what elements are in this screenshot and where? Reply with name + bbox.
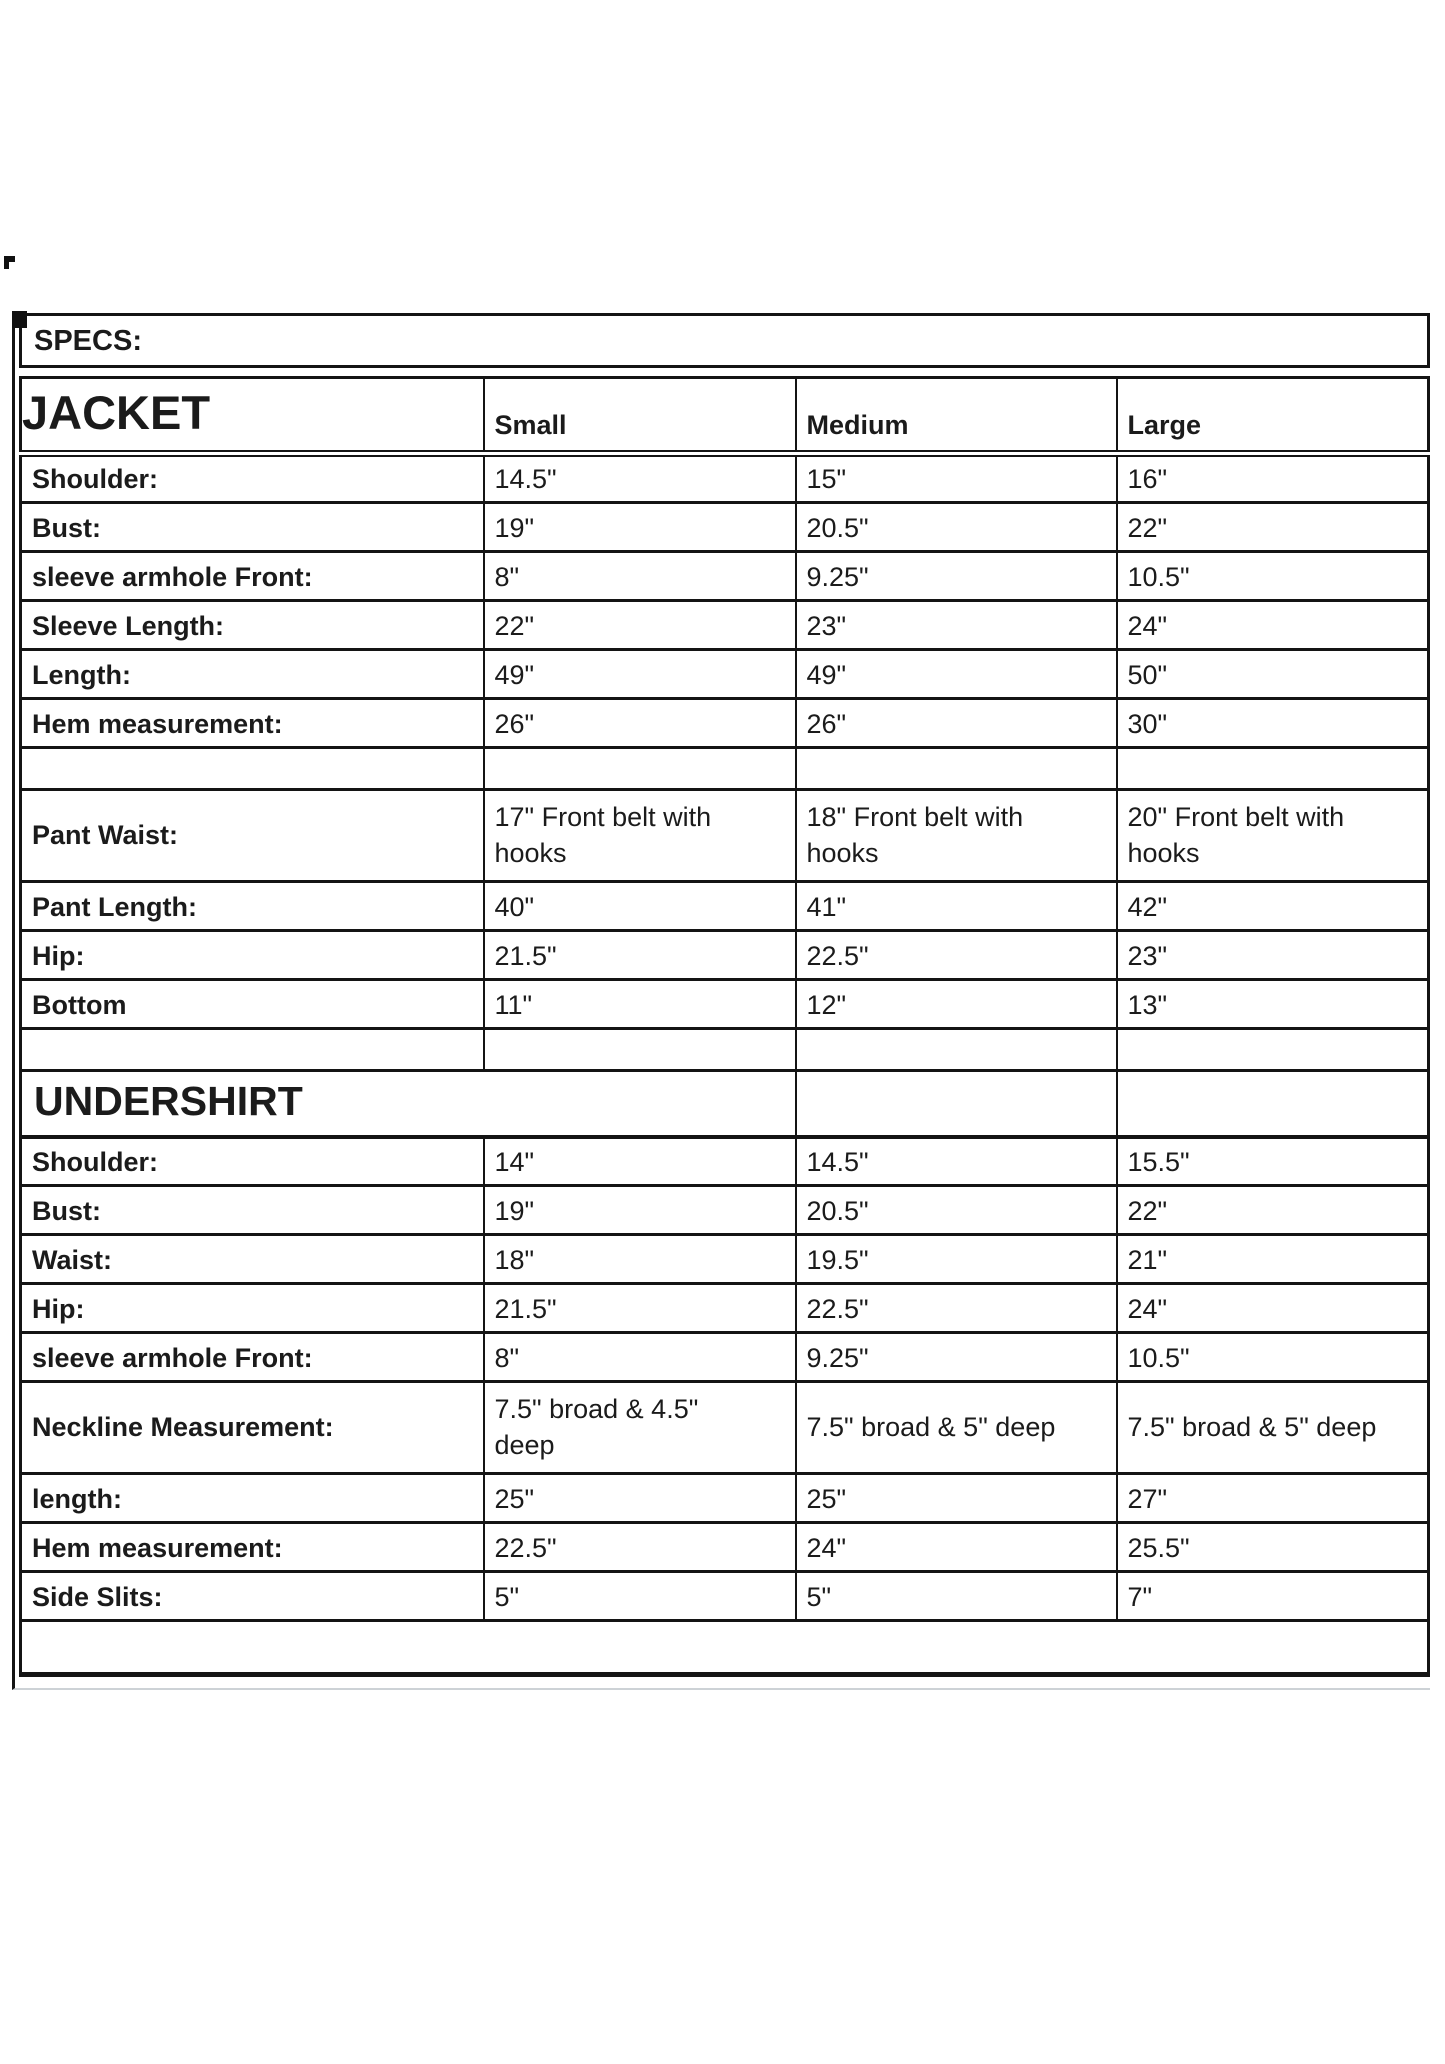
measurement-value: 15" (796, 454, 1117, 503)
size-header-small: Small (484, 378, 796, 454)
undershirt-section-title: UNDERSHIRT (21, 1071, 796, 1137)
measurement-value: 17" Front belt with hooks (484, 790, 796, 882)
table-row (21, 980, 1429, 1029)
size-header-medium: Medium (796, 378, 1117, 454)
table-row (21, 1474, 1429, 1523)
measurement-label: Hip: (21, 931, 484, 980)
empty-cell (21, 748, 484, 790)
table-row (21, 454, 1429, 503)
specs-title-bar (19, 313, 1430, 368)
measurement-value: 15.5" (1117, 1137, 1429, 1186)
measurement-value: 10.5" (1117, 1333, 1429, 1382)
table-row (21, 1186, 1429, 1235)
empty-cell (484, 1029, 796, 1071)
measurement-label: sleeve armhole Front: (21, 552, 484, 601)
measurement-value: 18" (484, 1235, 796, 1284)
measurement-value: 22.5" (796, 1284, 1117, 1333)
empty-cell (1117, 748, 1429, 790)
spec-sheet (12, 313, 1430, 1690)
measurement-value: 8" (484, 1333, 796, 1382)
table-row (21, 552, 1429, 601)
measurement-value: 41" (796, 882, 1117, 931)
measurement-value: 16" (1117, 454, 1429, 503)
empty-cell (484, 748, 796, 790)
measurement-value: 22.5" (484, 1523, 796, 1572)
specs-title-row (21, 315, 1429, 367)
measurement-label: length: (21, 1474, 484, 1523)
measurement-value: 21" (1117, 1235, 1429, 1284)
table-row (21, 1523, 1429, 1572)
measurement-value: 40" (484, 882, 796, 931)
jacket-header-row (21, 378, 1429, 454)
measurement-value: 9.25" (796, 552, 1117, 601)
measurement-value: 20.5" (796, 503, 1117, 552)
measurement-label: sleeve armhole Front: (21, 1333, 484, 1382)
table-row (21, 1333, 1429, 1382)
empty-cell (1117, 1029, 1429, 1071)
measurement-value: 7.5" broad & 5" deep (1117, 1382, 1429, 1474)
measurement-value: 19" (484, 1186, 796, 1235)
measurement-label: Side Slits: (21, 1572, 484, 1621)
measurement-value: 5" (796, 1572, 1117, 1621)
measurement-value: 49" (484, 650, 796, 699)
table-row (21, 931, 1429, 980)
measurement-label: Sleeve Length: (21, 601, 484, 650)
measurement-value: 18" Front belt with hooks (796, 790, 1117, 882)
table-row (21, 503, 1429, 552)
measurement-value: 19" (484, 503, 796, 552)
size-header-large: Large (1117, 378, 1429, 454)
measurement-value: 14.5" (484, 454, 796, 503)
empty-cell (21, 1621, 1429, 1675)
empty-cell (796, 748, 1117, 790)
measurement-value: 22" (1117, 503, 1429, 552)
measurement-label: Shoulder: (21, 1137, 484, 1186)
measurement-value: 50" (1117, 650, 1429, 699)
measurement-value: 49" (796, 650, 1117, 699)
measurement-value: 26" (796, 699, 1117, 748)
measurement-value: 9.25" (796, 1333, 1117, 1382)
measurement-value: 22.5" (796, 931, 1117, 980)
table-corner-mark (12, 311, 27, 328)
spacer-row (21, 748, 1429, 790)
measurement-value: 19.5" (796, 1235, 1117, 1284)
measurement-value: 27" (1117, 1474, 1429, 1523)
measurement-label: Pant Length: (21, 882, 484, 931)
measurement-value: 21.5" (484, 931, 796, 980)
measurement-table (19, 376, 1430, 1677)
empty-cell (21, 1029, 484, 1071)
measurement-value: 10.5" (1117, 552, 1429, 601)
table-row (21, 601, 1429, 650)
measurement-label: Neckline Measurement: (21, 1382, 484, 1474)
measurement-label: Length: (21, 650, 484, 699)
measurement-label: Bust: (21, 1186, 484, 1235)
empty-cell (1117, 1071, 1429, 1137)
measurement-value: 42" (1117, 882, 1429, 931)
measurement-label: Shoulder: (21, 454, 484, 503)
table-row (21, 1572, 1429, 1621)
measurement-value: 7" (1117, 1572, 1429, 1621)
measurement-value: 25" (796, 1474, 1117, 1523)
measurement-value: 14.5" (796, 1137, 1117, 1186)
measurement-value: 14" (484, 1137, 796, 1186)
table-row (21, 1284, 1429, 1333)
measurement-label: Waist: (21, 1235, 484, 1284)
measurement-value: 23" (1117, 931, 1429, 980)
measurement-label: Hem measurement: (21, 1523, 484, 1572)
measurement-label: Bust: (21, 503, 484, 552)
spacer-row (21, 1029, 1429, 1071)
table-row (21, 1235, 1429, 1284)
measurement-value: 24" (1117, 601, 1429, 650)
measurement-value: 13" (1117, 980, 1429, 1029)
spec-table-body (21, 378, 1429, 1675)
measurement-value: 12" (796, 980, 1117, 1029)
corner-mark (4, 256, 15, 269)
measurement-label: Pant Waist: (21, 790, 484, 882)
table-row (21, 1382, 1429, 1474)
table-row (21, 790, 1429, 882)
jacket-section-title: JACKET (21, 378, 484, 454)
measurement-value: 11" (484, 980, 796, 1029)
undershirt-header-row (21, 1071, 1429, 1137)
measurement-value: 8" (484, 552, 796, 601)
measurement-value: 22" (484, 601, 796, 650)
measurement-value: 20" Front belt with hooks (1117, 790, 1429, 882)
measurement-value: 24" (796, 1523, 1117, 1572)
table-row (21, 1137, 1429, 1186)
measurement-value: 23" (796, 601, 1117, 650)
measurement-value: 30" (1117, 699, 1429, 748)
table-row (21, 882, 1429, 931)
measurement-value: 26" (484, 699, 796, 748)
measurement-value: 22" (1117, 1186, 1429, 1235)
bottom-spacer-row (21, 1621, 1429, 1675)
measurement-value: 7.5" broad & 4.5" deep (484, 1382, 796, 1474)
measurement-value: 5" (484, 1572, 796, 1621)
measurement-label: Bottom (21, 980, 484, 1029)
measurement-label: Hip: (21, 1284, 484, 1333)
specs-title: SPECS: (34, 325, 142, 357)
table-row (21, 699, 1429, 748)
table-row (21, 650, 1429, 699)
measurement-value: 7.5" broad & 5" deep (796, 1382, 1117, 1474)
measurement-value: 25.5" (1117, 1523, 1429, 1572)
measurement-value: 21.5" (484, 1284, 796, 1333)
measurement-value: 24" (1117, 1284, 1429, 1333)
measurement-label: Hem measurement: (21, 699, 484, 748)
measurement-value: 25" (484, 1474, 796, 1523)
empty-cell (796, 1029, 1117, 1071)
empty-cell (796, 1071, 1117, 1137)
measurement-value: 20.5" (796, 1186, 1117, 1235)
